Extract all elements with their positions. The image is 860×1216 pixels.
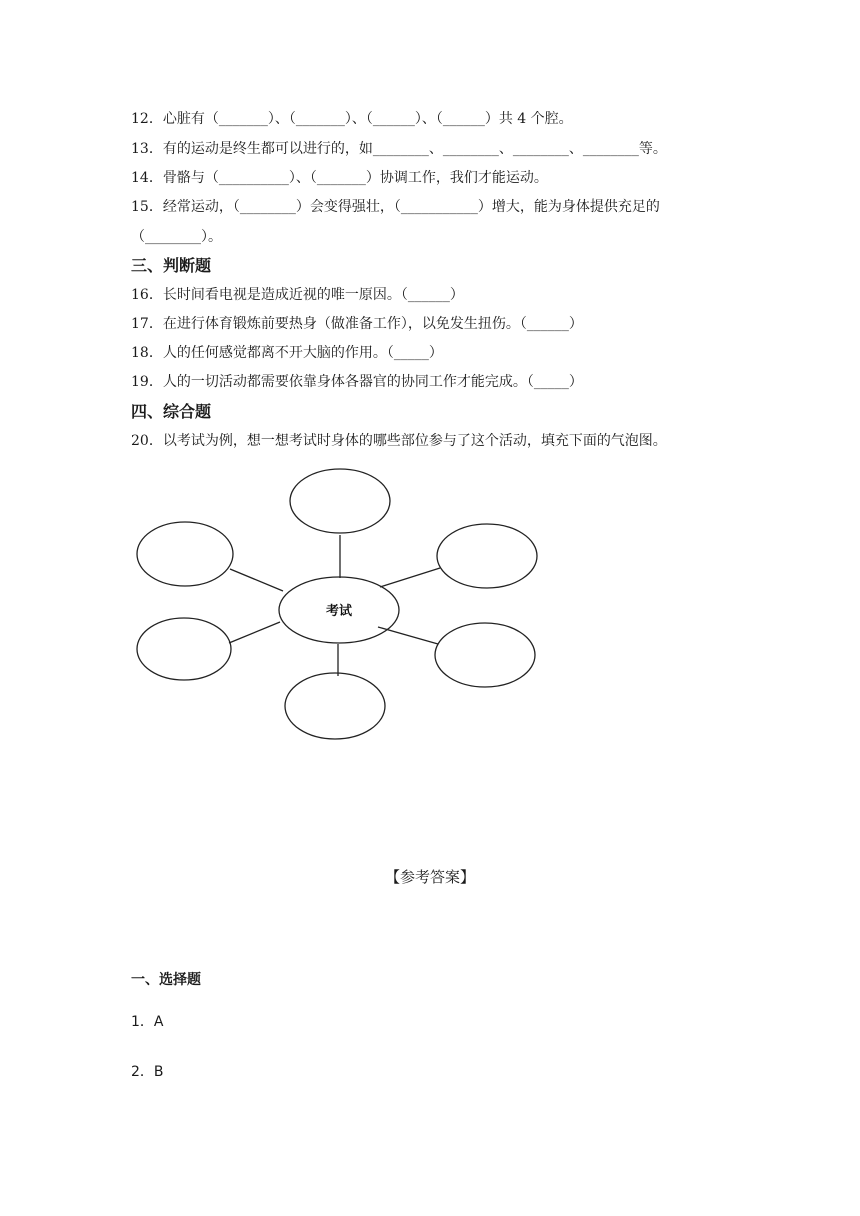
bubble-bottom	[285, 673, 385, 739]
bubble-lower-left	[137, 618, 231, 680]
question-15-line1: 15．经常运动，（________）会变得强壮，（___________）增大，能为身体提供充足的	[131, 199, 660, 215]
bubble-upper-right	[437, 524, 537, 588]
section-3-heading: 三、判断题	[131, 256, 212, 275]
center-label: 考试	[325, 604, 353, 619]
bubble-diagram	[128, 464, 558, 754]
answer-1: 1．A	[131, 1014, 164, 1030]
question-19: 19．人的一切活动都需要依靠身体各器官的协同工作才能完成。（_____）	[131, 374, 583, 390]
question-14: 14．骨骼与（__________）、（_______）协调工作，我们才能运动。	[131, 170, 548, 186]
question-18: 18．人的任何感觉都离不开大脑的作用。（_____）	[131, 345, 443, 361]
question-20: 20．以考试为例，想一想考试时身体的哪些部位参与了这个活动，填充下面的气泡图。	[131, 433, 667, 449]
question-16: 16．长时间看电视是造成近视的唯一原因。（______）	[131, 287, 464, 303]
section-4-heading: 四、综合题	[131, 402, 212, 421]
answer-key-title: 【参考答案】	[384, 868, 475, 886]
bubble-upper-left	[137, 522, 233, 586]
question-12: 12．心脏有（_______）、（_______）、（______）、（______）共 4 个腔。	[131, 111, 573, 127]
question-13: 13．有的运动是终生都可以进行的，如________、________、________、________等。	[131, 141, 667, 157]
bubble-top	[290, 469, 390, 533]
answer-2: 2．B	[131, 1064, 164, 1080]
connector-upper-right	[380, 568, 440, 587]
connector-upper-left	[230, 569, 283, 591]
connector-lower-left	[229, 622, 280, 643]
answer-section-1-heading: 一、选择题	[131, 972, 201, 988]
bubble-lower-right	[435, 623, 535, 687]
question-17: 17．在进行体育锻炼前要热身（做准备工作），以免发生扭伤。（______）	[131, 316, 583, 332]
question-15-line2: （________）。	[131, 229, 222, 245]
